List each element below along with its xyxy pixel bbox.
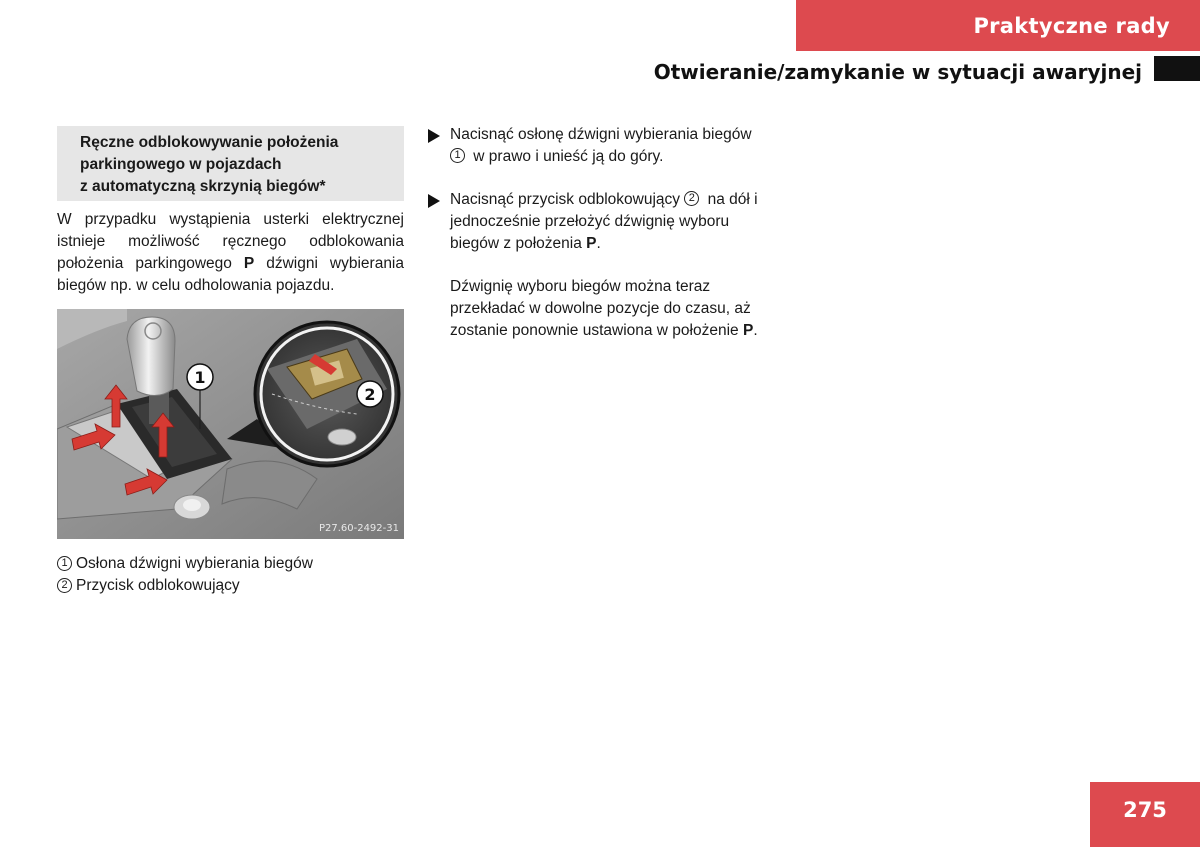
page-number: 275 bbox=[1090, 782, 1200, 847]
section-tab: Praktyczne rady bbox=[796, 0, 1200, 51]
heading-line: z automatyczną skrzynią biegów* bbox=[80, 178, 326, 195]
figure-captions bbox=[57, 553, 404, 597]
step-bold: P bbox=[586, 235, 597, 252]
note-text: . bbox=[753, 322, 758, 339]
page-title: Otwieranie/zamykanie w sytuacji awaryjnej bbox=[653, 60, 1142, 84]
circled-number-icon: 1 bbox=[450, 148, 465, 163]
caption-text: Przycisk odblokowujący bbox=[76, 577, 240, 594]
note-bold: P bbox=[742, 322, 754, 339]
bullet-triangle-icon bbox=[428, 129, 440, 143]
heading-line: parkingowego w pojazdach bbox=[80, 156, 282, 173]
step-text: w prawo i unieść ją do góry. bbox=[469, 148, 664, 165]
bullet-triangle-icon bbox=[428, 194, 440, 208]
callout-2: 2 bbox=[364, 385, 376, 404]
step-1 bbox=[428, 124, 770, 168]
heading-line: Ręczne odblokowywanie położenia bbox=[80, 134, 339, 151]
step-2 bbox=[428, 189, 770, 255]
instruction-steps bbox=[428, 124, 770, 342]
section-heading bbox=[57, 126, 404, 201]
caption-row bbox=[57, 553, 404, 575]
step-text: na dół i jednocześnie przełożyć dźwignię wyboru biegów z położenia bbox=[450, 191, 758, 252]
gear-selector-illustration bbox=[57, 309, 404, 539]
intro-text: W przypadku wystąpienia usterki elektrycznej istnieje możliwość ręcznego odblokowania położenia parkingowego bbox=[57, 211, 404, 272]
title-marker bbox=[1154, 56, 1200, 81]
intro-text: dźwigni wybierania biegów np. w celu odholowania pojazdu. bbox=[57, 255, 405, 294]
figure-code: P27.60-2492-31 bbox=[318, 523, 399, 534]
intro-bold: P bbox=[243, 255, 255, 272]
note-paragraph bbox=[428, 276, 770, 342]
circled-number-icon: 2 bbox=[57, 578, 72, 593]
callout-1: 1 bbox=[194, 368, 206, 387]
circled-number-icon: 1 bbox=[57, 556, 72, 571]
caption-text: Osłona dźwigni wybierania biegów bbox=[76, 555, 313, 572]
intro-paragraph bbox=[57, 209, 404, 297]
step-text: Nacisnąć osłonę dźwigni wybierania biegów bbox=[450, 126, 752, 143]
note-text: Dźwignię wyboru biegów można teraz przekładać w dowolne pozycje do czasu, aż zostanie ponownie ustawiona w położenie bbox=[450, 278, 751, 339]
step-text: . bbox=[596, 235, 601, 252]
circled-number-icon: 2 bbox=[684, 191, 699, 206]
step-text: Nacisnąć przycisk odblokowujący bbox=[450, 191, 685, 208]
caption-row bbox=[57, 575, 404, 597]
